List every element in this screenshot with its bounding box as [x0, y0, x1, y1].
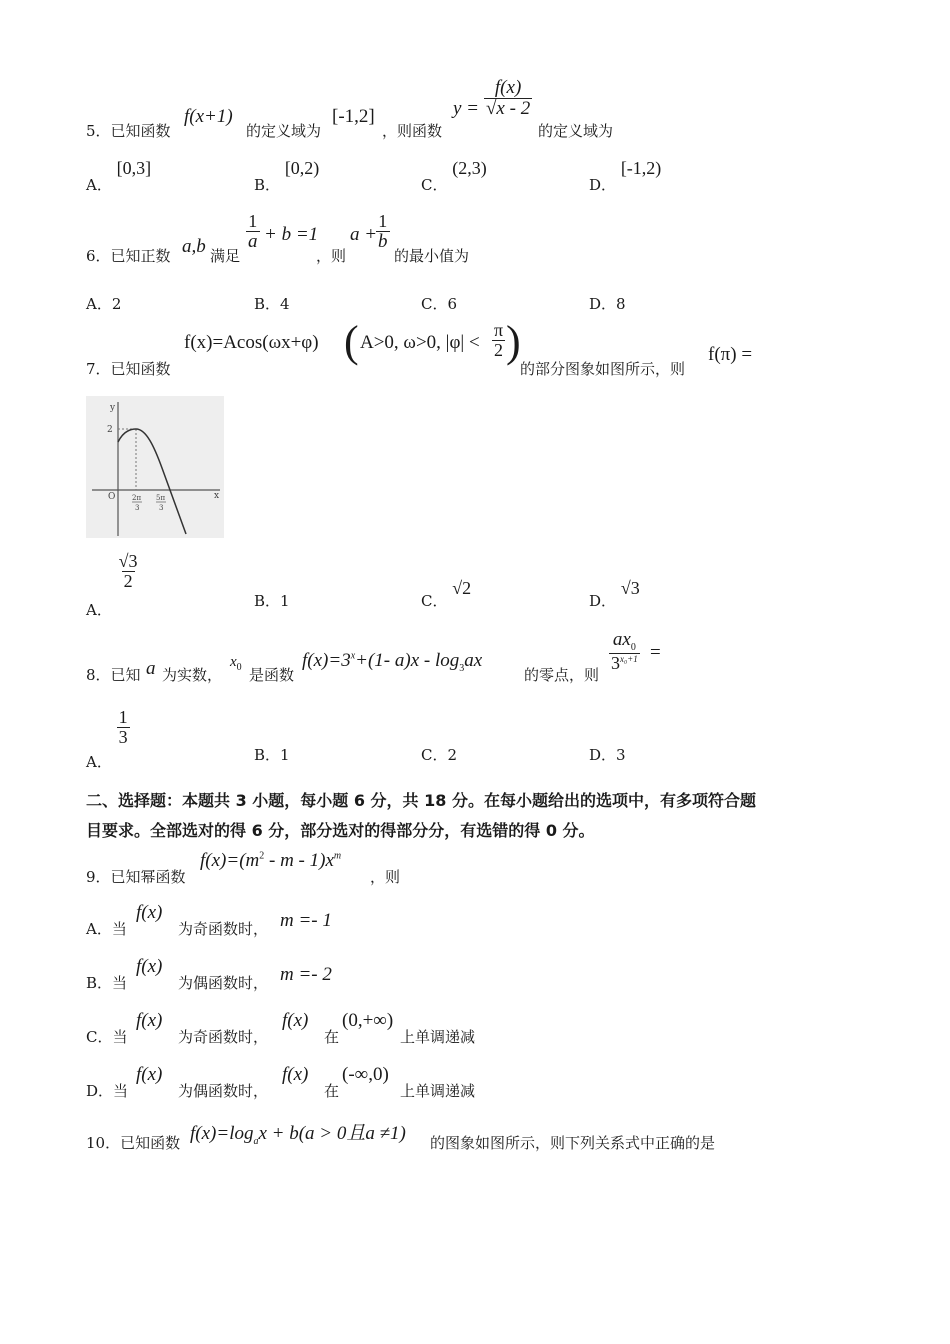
q7-text-1: 的部分图象如图所示，则: [520, 360, 686, 378]
q7-number: 7．已知函数: [86, 360, 171, 378]
q6-option-a-label: A．: [86, 295, 112, 313]
q6-option-b[interactable]: [254, 293, 290, 314]
q8-log-sub: 3: [459, 662, 465, 674]
q8-var: a: [146, 658, 156, 679]
q6-number: 6．已知正数: [86, 247, 171, 265]
q8-option-d-label: D．: [589, 746, 617, 764]
q9-func-head: f(x)=(m: [200, 850, 260, 871]
q9-option-b-math: m =- 2: [280, 964, 332, 985]
q9-sup-m: m: [333, 850, 342, 862]
q7-x-label: x: [214, 491, 220, 501]
q5-text-1: 的定义域为: [246, 122, 322, 140]
q5-option-d[interactable]: [589, 158, 662, 194]
q8-log-arg: ax: [464, 650, 483, 671]
q5-fraction-denominator: √x - 2: [486, 97, 531, 119]
q7-condition-fraction: [492, 321, 505, 360]
q7-y-label: y: [110, 403, 116, 413]
q9-function: [200, 850, 341, 872]
q8-option-b[interactable]: [254, 744, 290, 765]
q6-option-d[interactable]: [589, 293, 626, 314]
q6-text-1: 满足: [210, 247, 241, 265]
q5-option-b-value: [0,2): [284, 158, 320, 178]
q8-option-c-value: 2: [447, 746, 458, 764]
q6-expr-a: a +: [350, 224, 378, 245]
section-2-line-1: 二、选择题：本题共 3 小题，每小题 6 分，共 18 分。在每小题给出的选项中，有多项符合题: [86, 791, 756, 810]
q7-option-b-label: B．: [254, 592, 281, 610]
q7-curve: [118, 429, 186, 534]
q9-text-1: ，则: [370, 868, 401, 886]
q8-x0-var: x: [230, 654, 237, 670]
q7-option-c-label: C．: [421, 592, 448, 610]
q5-function: f(x+1): [184, 106, 233, 127]
q9-option-d-tail: 上单调递减: [400, 1082, 476, 1100]
q7-option-d[interactable]: [589, 578, 640, 610]
q9-option-c-interval: (0,+∞): [342, 1010, 394, 1031]
q8-option-c-label: C．: [421, 746, 448, 764]
q8-option-d[interactable]: [589, 744, 626, 765]
q6-condition-fraction: [246, 212, 260, 252]
q8-option-a[interactable]: [86, 707, 130, 772]
q10-number: 10．已知函数: [86, 1134, 181, 1152]
q8-text-3: 的零点，则: [524, 666, 600, 684]
q7-option-b-value: 1: [280, 592, 290, 610]
section-2-line-2: 目要求。全部选对的得 6 分，部分选对的得部分分，有选错的得 0 分。: [86, 821, 595, 840]
q8-option-a-label: A．: [86, 753, 112, 772]
q8-option-d-value: 3: [616, 746, 626, 764]
q9-option-a-math: m =- 1: [280, 910, 332, 931]
q5-option-b-label: B．: [254, 176, 281, 194]
q5-option-b[interactable]: [254, 158, 320, 194]
q9-option-c-text: 为奇函数时，: [178, 1028, 269, 1046]
q6-option-b-value: 4: [280, 295, 290, 313]
q6-condition-denominator: a: [248, 230, 258, 252]
q7-option-d-value: √3: [620, 578, 640, 598]
q10-func-head: f(x)=log: [190, 1123, 254, 1144]
q8-num-sub: 0: [630, 641, 636, 653]
q9-option-b-fx: f(x): [136, 956, 163, 977]
q9-option-b-label: B．当: [86, 974, 128, 992]
q7-option-a-label: A．: [86, 601, 112, 620]
q5-text-2: ，则函数: [382, 122, 443, 140]
q7-option-a-numerator: √3: [118, 551, 138, 571]
q7-paren-left: (: [344, 317, 359, 366]
q9-option-b-text: 为偶函数时，: [178, 974, 269, 992]
q7-x-tick2-num: 5π: [156, 494, 166, 502]
q8-option-a-numerator: 1: [118, 707, 128, 727]
q6-option-c-value: 6: [447, 295, 458, 313]
q7-x-tick1-num: 2π: [132, 494, 142, 502]
q6-option-a[interactable]: [86, 293, 121, 314]
q7-x-tick1-den: 3: [135, 504, 140, 512]
q8-function: [302, 650, 482, 674]
q5-domain: [-1,2]: [332, 106, 375, 127]
q5-option-a[interactable]: [86, 158, 152, 194]
q9-option-d-in: 在: [324, 1082, 340, 1100]
q9-option-c-in: 在: [324, 1028, 340, 1046]
q6-option-b-label: B．: [254, 295, 281, 313]
q7-condition-numerator: π: [494, 320, 504, 340]
q9-option-d-math: f(x): [282, 1064, 309, 1085]
q7-option-a[interactable]: [86, 551, 140, 620]
q7-condition-denominator: 2: [494, 339, 504, 360]
q9-number: 9．已知幂函数: [86, 868, 186, 886]
q8-number: 8．已知: [86, 666, 141, 684]
q9-option-d-label: D．当: [86, 1082, 129, 1100]
q6-vars: a,b: [182, 236, 206, 257]
q6-text-3: 的最小值为: [394, 247, 470, 265]
q8-fraction-numerator: [611, 630, 638, 653]
q9-option-d-interval: (-∞,0): [342, 1064, 389, 1085]
q9-option-a-label: A．当: [86, 920, 127, 938]
q6-condition-numerator: 1: [248, 211, 258, 231]
q8-equals: =: [650, 642, 661, 663]
q5-text-3: 的定义域为: [538, 122, 614, 140]
q5-option-c-value: (2,3): [452, 158, 487, 178]
q8-function-rest: +(1- a)x - log: [355, 650, 460, 671]
q8-x0-sub: 0: [236, 662, 242, 673]
q5-fraction: [484, 78, 532, 119]
q6-option-a-value: 2: [111, 295, 122, 313]
q6-expr-fraction: [376, 212, 390, 252]
q6-option-d-value: 8: [616, 295, 626, 313]
q7-option-c[interactable]: [421, 578, 472, 610]
q5-option-a-label: A．: [86, 176, 112, 194]
q7-function: f(x)=Acos(ωx+φ): [184, 332, 319, 353]
q8-option-c[interactable]: [421, 744, 457, 765]
q6-option-c-label: C．: [421, 295, 448, 313]
q5-option-c[interactable]: [421, 158, 487, 194]
q6-expr-denominator: b: [378, 230, 388, 252]
q5-number: 5．已知函数: [86, 122, 171, 140]
q7-option-b[interactable]: [254, 590, 290, 611]
q8-option-a-denominator: 3: [118, 726, 128, 747]
q8-den-sup: x₀+1: [620, 654, 638, 665]
q7-x-tick2-den: 3: [159, 504, 164, 512]
q10-func-rest: x + b(a > 0且a ≠1): [258, 1123, 406, 1144]
q9-option-c-fx: f(x): [136, 1010, 163, 1031]
q5-option-d-value: [-1,2): [620, 158, 662, 178]
q9-option-c-math: f(x): [282, 1010, 309, 1031]
q8-num-var: ax: [612, 629, 631, 650]
q6-option-d-label: D．: [589, 295, 617, 313]
q6-condition-rest: + b =1: [264, 224, 319, 245]
q7-option-a-denominator: 2: [123, 570, 133, 591]
q9-option-d-text: 为偶函数时，: [178, 1082, 269, 1100]
q8-text-1: 为实数，: [162, 666, 223, 684]
q8-text-2: 是函数: [249, 666, 295, 684]
q9-option-a-fx: f(x): [136, 902, 163, 923]
q10-func-sub: a: [253, 1135, 259, 1147]
q7-option-c-value: √2: [452, 578, 472, 598]
q8-den-base: 3: [611, 653, 620, 674]
q8-fraction-denominator: [609, 653, 640, 673]
q9-option-c-label: C．当: [86, 1028, 128, 1046]
q5-option-c-label: C．: [421, 176, 448, 194]
q6-expr-numerator: 1: [378, 211, 388, 231]
q9-sup-2: 2: [259, 850, 265, 862]
section-2-header: [86, 786, 876, 846]
q5-option-d-label: D．: [589, 176, 617, 194]
q8-option-a-fraction: [117, 708, 130, 747]
q7-option-a-fraction: [117, 552, 140, 591]
q7-graph: [86, 396, 224, 538]
q9-option-a-text: 为奇函数时，: [178, 920, 269, 938]
q7-paren-right: ): [506, 317, 521, 366]
q8-x0: [230, 654, 242, 673]
q8-option-b-label: B．: [254, 746, 281, 764]
q6-text-2: ，则: [316, 247, 347, 265]
q5-fraction-numerator: f(x): [494, 77, 522, 98]
q8-function-sup: x: [350, 650, 356, 662]
q8-fraction: [609, 630, 640, 673]
q8-function-head: f(x)=3: [302, 650, 351, 671]
q7-origin-label: O: [108, 492, 116, 502]
q9-func-rest: - m - 1)x: [264, 850, 334, 871]
q9-option-c-tail: 上单调递减: [400, 1028, 476, 1046]
q7-graph-svg: [86, 396, 224, 538]
q6-option-c[interactable]: [421, 293, 457, 314]
q7-option-d-label: D．: [589, 592, 617, 610]
q7-condition: A>0, ω>0, |φ| <: [360, 332, 480, 353]
q7-y-tick-label: 2: [107, 425, 113, 435]
q7-ask: f(π) =: [708, 344, 753, 365]
q10-text: 的图象如图所示，则下列关系式中正确的是: [430, 1134, 716, 1152]
q10-function: [190, 1118, 406, 1147]
q9-option-d-fx: f(x): [136, 1064, 163, 1085]
q5-y-lhs: y =: [453, 98, 480, 119]
q8-option-b-value: 1: [280, 746, 290, 764]
q5-option-a-value: [0,3]: [116, 158, 152, 178]
